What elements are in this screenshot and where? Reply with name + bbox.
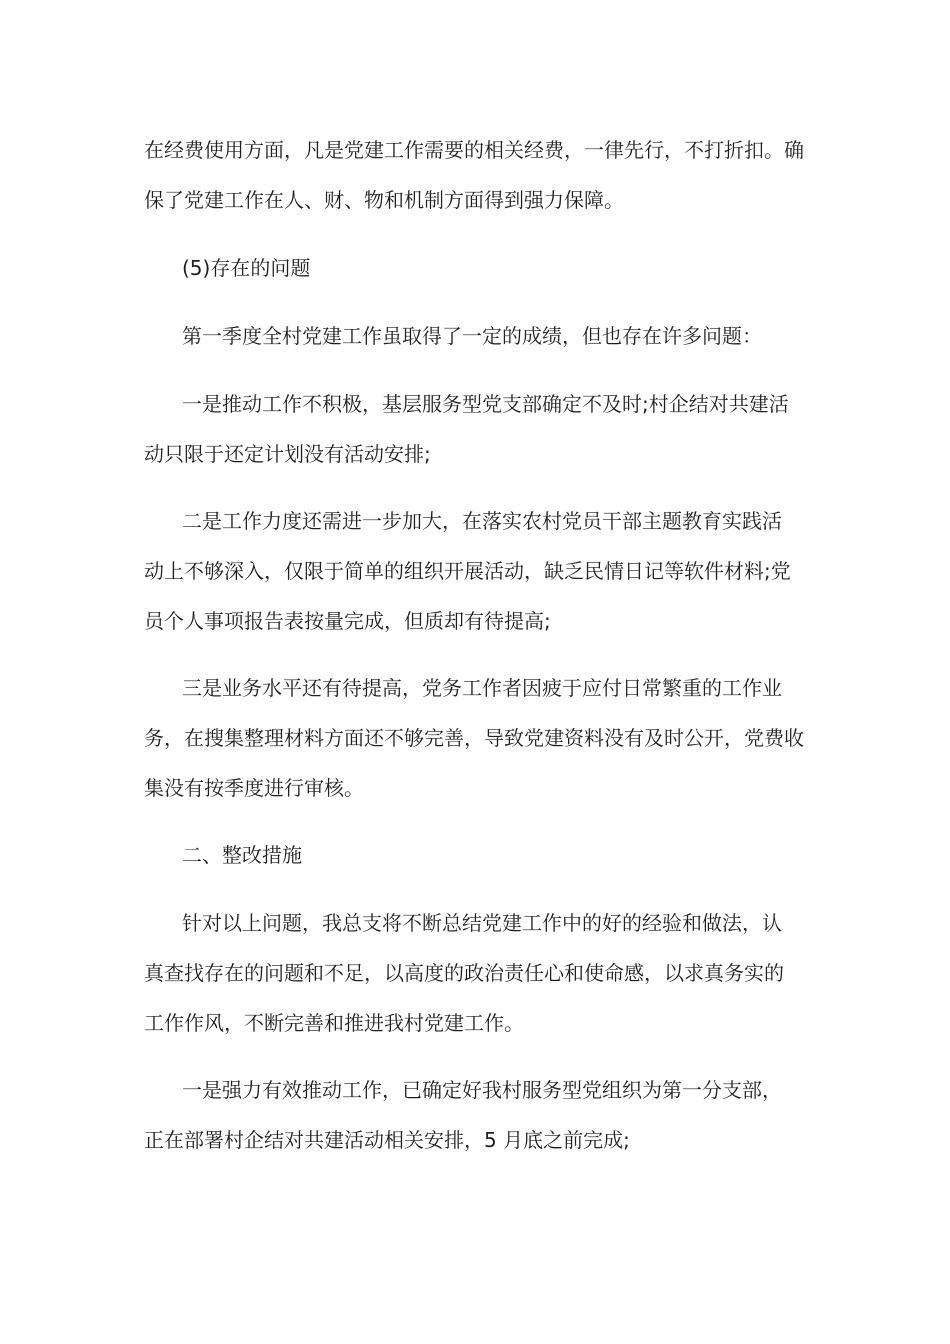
paragraph-measure-one bbox=[144, 1065, 808, 1165]
text-line: 动只限于还定计划没有活动安排; bbox=[144, 442, 431, 466]
text-line: 在经费使用方面，凡是党建工作需要的相关经费，一律先行，不打折扣。确 bbox=[144, 138, 804, 162]
paragraph-problem-two bbox=[144, 496, 808, 646]
paragraph-funding bbox=[144, 125, 808, 225]
text-line: 务，在搜集整理材料方面还不够完善，导致党建资料没有及时公开，党费收 bbox=[144, 726, 804, 750]
text-line: 员个人事项报告表按量完成，但质却有待提高; bbox=[144, 609, 551, 633]
text-line: 动上不够深入，仅限于简单的组织开展活动，缺乏民情日记等软件材料;党 bbox=[144, 559, 791, 583]
text-line: 工作作风，不断完善和推进我村党建工作。 bbox=[144, 1011, 524, 1035]
text-line: 集没有按季度进行审核。 bbox=[144, 776, 364, 800]
paragraph-measures-intro bbox=[144, 898, 808, 1048]
text-line: 一是强力有效推动工作，已确定好我村服务型党组织为第一分支部， bbox=[182, 1078, 782, 1102]
section-heading-problems bbox=[144, 243, 808, 293]
paragraph-problems-intro bbox=[144, 311, 808, 361]
text-line: 三是业务水平还有待提高，党务工作者因疲于应付日常繁重的工作业 bbox=[182, 676, 782, 700]
paragraph-problem-one bbox=[144, 379, 808, 479]
text-line: 二、整改措施 bbox=[182, 843, 302, 867]
text-line: (5)存在的问题 bbox=[182, 256, 311, 280]
text-line: 针对以上问题，我总支将不断总结党建工作中的好的经验和做法，认 bbox=[182, 911, 782, 935]
text-line: 一是推动工作不积极，基层服务型党支部确定不及时;村企结对共建活 bbox=[182, 392, 789, 416]
text-line: 真查找存在的问题和不足，以高度的政治责任心和使命感，以求真务实的 bbox=[144, 961, 784, 985]
paragraph-problem-three bbox=[144, 663, 808, 813]
text-line: 保了党建工作在人、财、物和机制方面得到强力保障。 bbox=[144, 188, 624, 212]
section-heading-measures bbox=[144, 830, 808, 880]
text-line: 正在部署村企结对共建活动相关安排，5 月底之前完成; bbox=[144, 1128, 630, 1152]
text-line: 二是工作力度还需进一步加大，在落实农村党员干部主题教育实践活 bbox=[182, 509, 782, 533]
text-line: 第一季度全村党建工作虽取得了一定的成绩，但也存在许多问题： bbox=[182, 324, 762, 348]
